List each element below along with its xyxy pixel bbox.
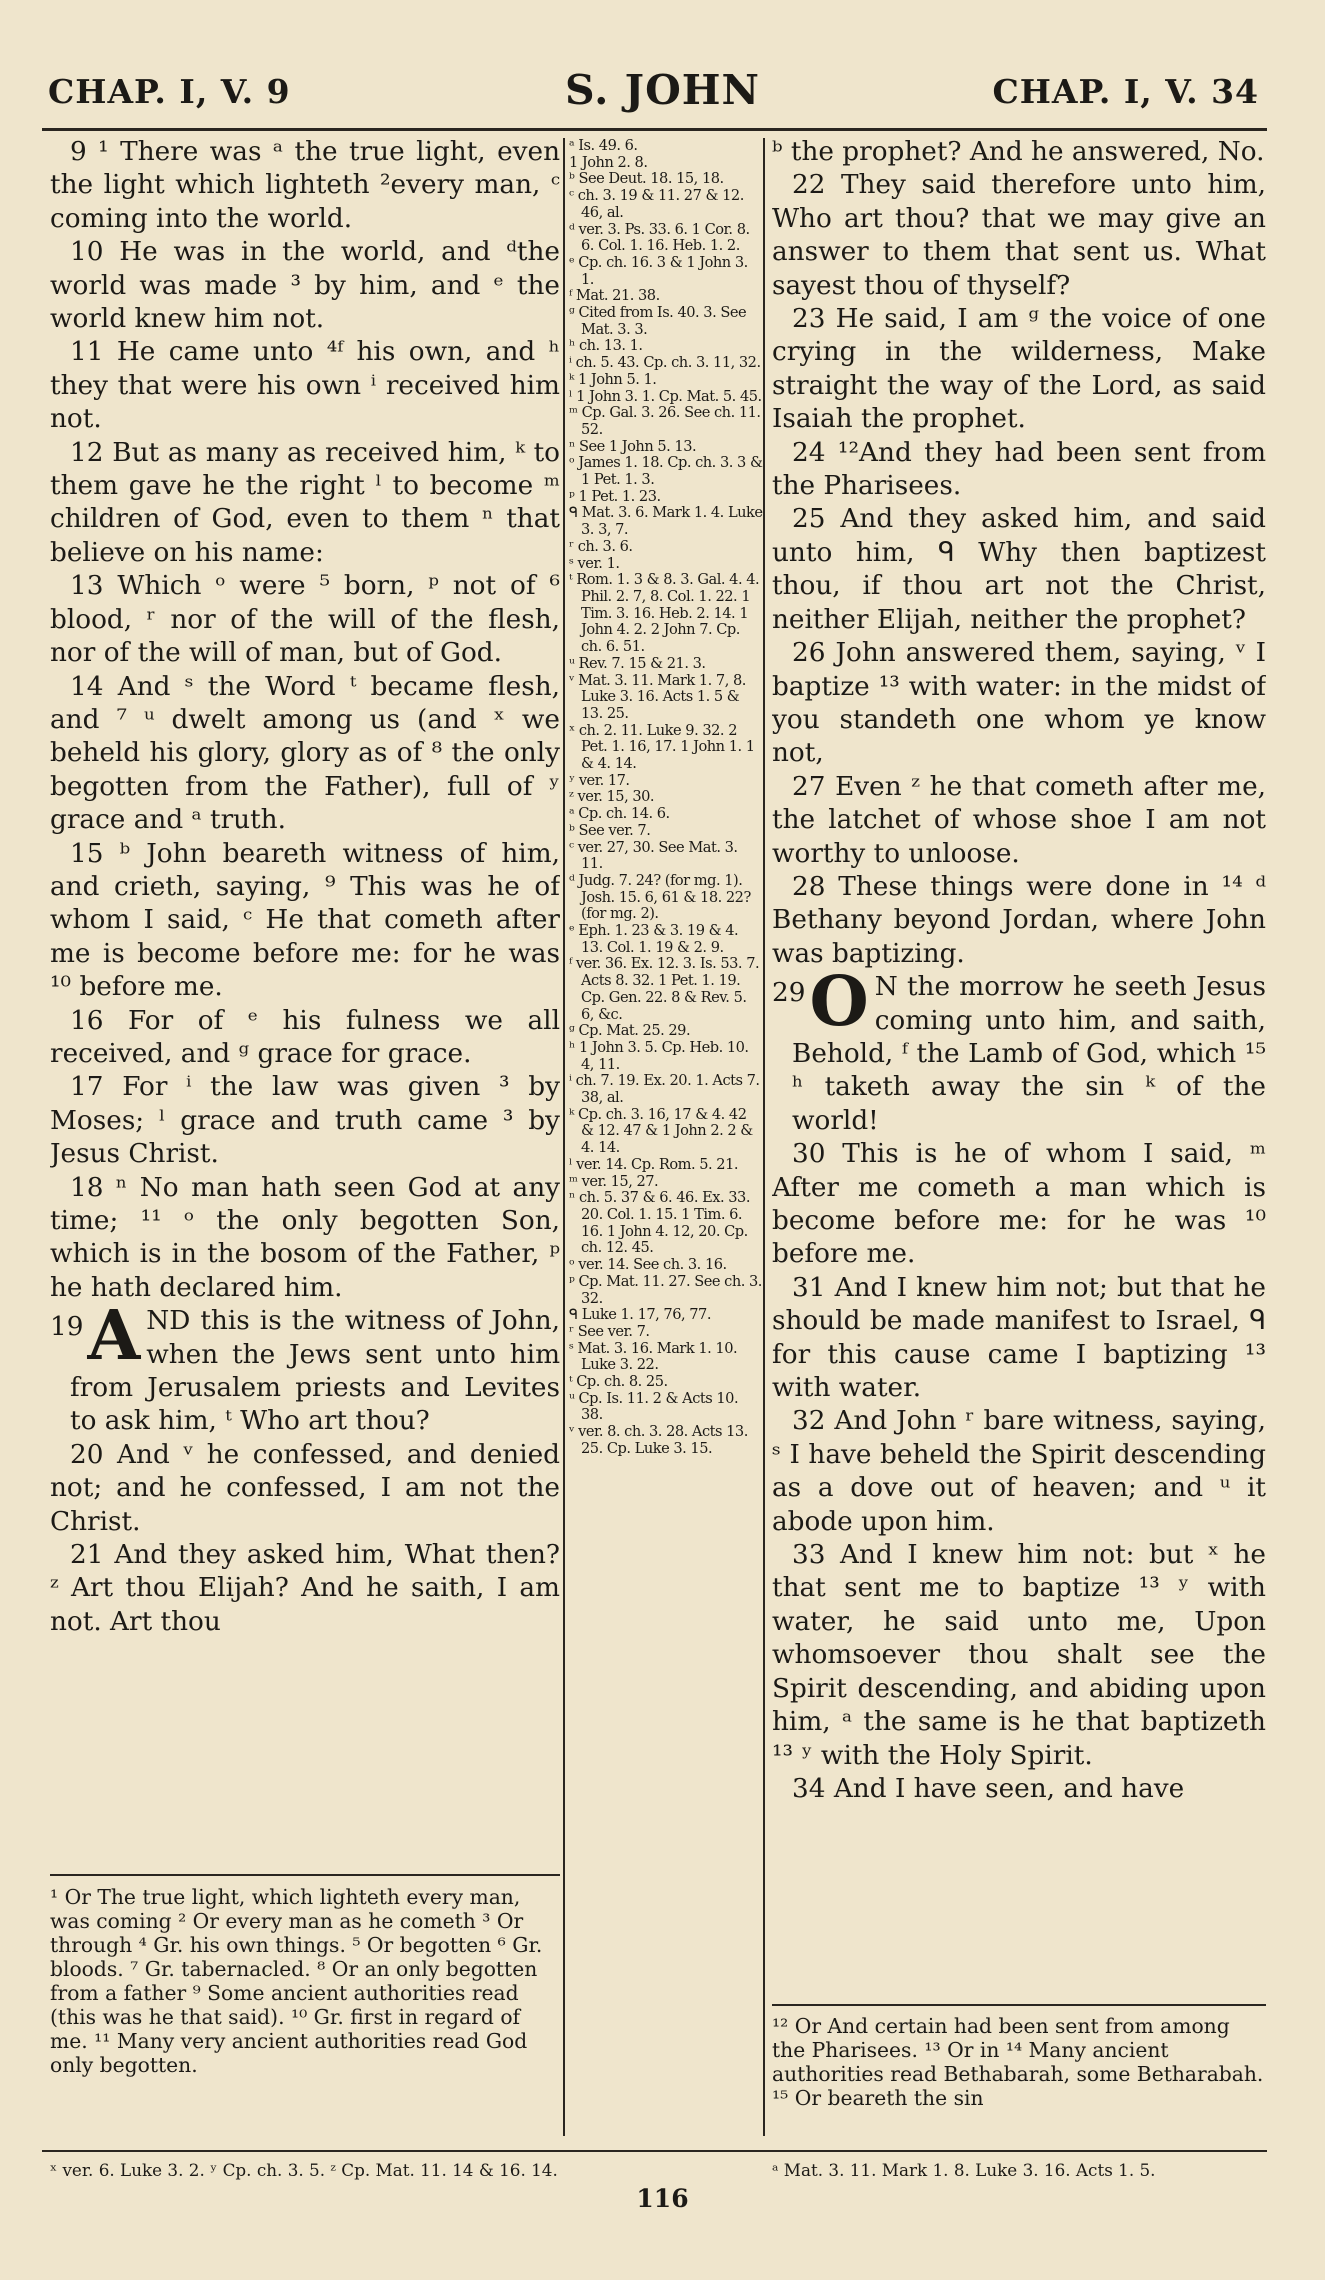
cross-reference: ˢ Mat. 3. 16. Mark 1. 10. Luke 3. 22. <box>569 1339 738 1374</box>
cross-reference: ᶠ ver. 36. Ex. 12. 3. Is. 53. 7. Acts 8. 32. 1 Pet. 1. 19. Cp. Gen. 22. 8 & Rev. 5. 6, &c. <box>569 955 760 1023</box>
verse: 27 Even ᶻ he that cometh after me, the latchet of whose shoe I am not worthy to unloose. <box>772 771 1266 869</box>
cross-reference: ⁱ ch. 7. 19. Ex. 20. 1. Acts 7. 38, al. <box>569 1072 760 1107</box>
verse-text: N the morrow he seeth Jesus coming unto him, and saith, Behold, ᶠ the Lamb of God, which ¹⁵ ʰ taketh away the sin ᵏ of the world! <box>792 972 1266 1136</box>
cross-reference: ᵇ See ver. 7. <box>569 821 651 839</box>
verse: 16 For of ᵉ his fulness we all received, and ᵍ grace for grace. <box>50 1005 560 1069</box>
cross-reference: ᵗ Cp. ch. 8. 25. <box>569 1373 668 1391</box>
cross-reference: ᵃ Is. 49. 6. <box>569 138 638 154</box>
cross-reference: ᵈ ver. 3. Ps. 33. 6. 1 Cor. 8. 6. Col. 1. 16. Heb. 1. 2. <box>569 220 750 255</box>
verse: 15 ᵇ John beareth witness of him, and crieth, saying, ⁹ This was he of whom I said, ᶜ He that cometh after me is become before me: for he was ¹⁰ before me. <box>50 838 560 1003</box>
verse: 13 Which ᵒ were ⁵ born, ᵖ not of ⁶ blood, ʳ nor of the will of the flesh, nor of the will of man, but of God. <box>50 571 560 669</box>
verse: 33 And I knew him not: but ˣ he that sent me to baptize ¹³ ʸ with water, he said unto me, Upon whomsoever thou shalt see the Spirit descending, and abiding upon him, ᵃ the same is he that baptizeth ¹³ ʸ with the Holy Spirit. <box>772 1540 1266 1771</box>
cross-reference: ʰ ch. 13. 1. <box>569 337 643 355</box>
cross-reference: ᑫ Mat. 3. 6. Mark 1. 4. Luke 3. 3, 7. <box>569 504 763 539</box>
cross-reference: ᵐ ver. 15, 27. <box>569 1172 659 1190</box>
text-column-left <box>50 136 560 1856</box>
verse-number: 19 <box>50 1312 84 1343</box>
cross-reference: ᵏ 1 John 5. 1. <box>569 370 657 388</box>
verse: 14 And ˢ the Word ᵗ became flesh, and ⁷ ᵘ dwelt among us (and ˣ we beheld his glory, glory as of ⁸ the only begotten from the Father), full of ʸ grace and ᵃ truth. <box>50 671 560 836</box>
cross-reference: ᵒ ver. 14. See ch. 3. 16. <box>569 1256 727 1274</box>
verse: 10 He was in the world, and ᵈthe world was made ³ by him, and ᵉ the world knew him not. <box>50 237 560 335</box>
cross-reference: ʳ ch. 3. 6. <box>569 537 633 555</box>
cross-reference: ⁿ See 1 John 5. 13. <box>569 437 697 455</box>
cross-reference: 1 John 2. 8. <box>569 153 648 171</box>
cross-reference: ʳ See ver. 7. <box>569 1322 650 1340</box>
cross-reference: ˢ ver. 1. <box>569 554 620 572</box>
cross-reference: ᵘ Cp. Is. 11. 2 & Acts 10. 38. <box>569 1389 739 1424</box>
cross-reference: ᶜ ver. 27, 30. See Mat. 3. 11. <box>569 838 738 873</box>
text-column-right <box>772 136 1266 1936</box>
running-header-title: S. JOHN <box>564 66 761 114</box>
bottom-references-right: ᵃ Mat. 3. 11. Mark 1. 8. Luke 3. 16. Acts 1. 5. <box>772 2160 1156 2180</box>
verse: 31 And I knew him not; but that he should be made manifest to Israel, ᑫ for this cause came I baptizing ¹³ with water. <box>772 1272 1266 1404</box>
cross-reference: ᵇ See Deut. 18. 15, 18. <box>569 170 724 188</box>
verse: 23 He said, I am ᵍ the voice of one crying in the wilderness, Make straight the way of the Lord, as said Isaiah the prophet. <box>772 304 1266 435</box>
verse: 25 And they asked him, and said unto him, ᑫ Why then baptizest thou, if thou art not the Christ, neither Elijah, neither the prophet? <box>772 504 1266 635</box>
cross-reference: ᶻ ver. 15, 30. <box>569 788 655 806</box>
cross-reference: ⁿ ch. 5. 37 & 6. 46. Ex. 33. 20. Col. 1. 15. 1 Tim. 6. 16. 1 John 4. 12, 20. Cp. ch. 12. 45. <box>569 1189 750 1257</box>
column-divider-left <box>563 138 565 2136</box>
cross-reference: ᵗ Rom. 1. 3 & 8. 3. Gal. 4. 4. Phil. 2. 7, 8. Col. 1. 22. 1 Tim. 3. 16. Heb. 2. 14. 1 John 4. 2. 2 John 7. Cp. ch. 6. 51. <box>569 571 760 656</box>
cross-reference: ᵈ Judg. 7. 24? (for mg. 1). Josh. 15. 6, 61 & 18. 22? (for mg. 2). <box>569 871 751 923</box>
footnotes-left: ¹ Or The true light, which lighteth every man, was coming ² Or every man as he cometh ³ Or through ⁴ Gr. his own things. ⁵ Or begotten ⁶ Gr. bloods. ⁷ Gr. tabernacled. ⁸ Or an only begotten from a father ⁹ Some ancient authorities read (this was he that said). ¹⁰ Gr. first in regard of me. ¹¹ Many very ancient authorities read God only begotten. <box>50 1885 543 2077</box>
page-number: 116 <box>636 2184 689 2213</box>
verse-29 <box>772 962 1266 1138</box>
cross-reference: ᵖ 1 Pet. 1. 23. <box>569 487 661 505</box>
verse: 20 And ᵛ he confessed, and denied not; and he confessed, I am not the Christ. <box>50 1439 560 1537</box>
verse: 34 And I have seen, and have <box>792 1773 1185 1804</box>
verse: ᵇ the prophet? And he answered, No. <box>772 137 1265 167</box>
drop-cap: A <box>87 1296 141 1377</box>
verse: 24 ¹²And they had been sent from the Pharisees. <box>772 437 1266 502</box>
verse: 17 For ⁱ the law was given ³ by Moses; ˡ grace and truth came ³ by Jesus Christ. <box>50 1072 560 1170</box>
verse: 32 And John ʳ bare witness, saying, ˢ I have beheld the Spirit descending as a dove out of heaven; and ᵘ it abode upon him. <box>772 1406 1266 1537</box>
verse: 21 And they asked him, What then? ᶻ Art thou Elijah? And he saith, I am not. Art thou <box>50 1540 560 1637</box>
verse: 28 These things were done in ¹⁴ ᵈ Bethany beyond Jordan, where John was baptizing. <box>772 871 1266 969</box>
cross-reference: ᵘ Rev. 7. 15 & 21. 3. <box>569 654 706 672</box>
verse: 18 ⁿ No man hath seen God at any time; ¹¹ ᵒ the only begotten Son, which is in the bosom of the Father, ᵖ he hath declared him. <box>50 1172 560 1303</box>
cross-reference: ᵃ Cp. ch. 14. 6. <box>569 805 670 823</box>
header-rule <box>42 128 1267 131</box>
cross-reference: ᶠ Mat. 21. 38. <box>569 287 660 305</box>
cross-reference: ᵛ Mat. 3. 11. Mark 1. 7, 8. Luke 3. 16. Acts 1. 5 & 13. 25. <box>569 671 746 722</box>
bottom-rule <box>42 2150 1267 2152</box>
verse: 9 ¹ There was ᵃ the true light, even the light which lighteth ²every man, ᶜ coming into the world. <box>50 137 560 234</box>
footnote-rule-left <box>50 1874 560 1876</box>
cross-reference: ᵉ Eph. 1. 23 & 3. 19 & 4. 13. Col. 1. 19 & 2. 9. <box>569 922 739 956</box>
cross-reference: ᶜ ch. 3. 19 & 11. 27 & 12. 46, al. <box>569 187 744 221</box>
column-divider-right <box>763 138 765 2136</box>
cross-reference-column <box>569 138 763 2148</box>
running-header-right: CHAP. I, V. 34 <box>992 72 1259 111</box>
drop-cap: O <box>809 962 869 1043</box>
cross-reference: ᵉ Cp. ch. 16. 3 & 1 John 3. 1. <box>569 253 748 288</box>
cross-reference: ᵖ Cp. Mat. 11. 27. See ch. 3. 32. <box>569 1272 762 1307</box>
cross-reference: ᵒ James 1. 18. Cp. ch. 3. 3 & 1 Pet. 1. 3. <box>569 454 763 489</box>
verse-text: ND this is the witness of John, when the Jews sent unto him from Jerusalem priests and Levites to ask him, ᵗ Who art thou? <box>70 1306 560 1437</box>
cross-reference: ⁱ ch. 5. 43. Cp. ch. 3. 11, 32. <box>569 354 761 372</box>
footnote-rule-right <box>772 2004 1266 2006</box>
verse: 12 But as many as received him, ᵏ to them gave he the right ˡ to become ᵐ children of God, even to them ⁿ that believe on his name: <box>50 437 560 568</box>
verse: 22 They said therefore unto him, Who art thou? that we may give an answer to them that sent us. What sayest thou of thyself? <box>772 170 1266 301</box>
cross-reference: ᑫ Luke 1. 17, 76, 77. <box>569 1306 711 1324</box>
cross-reference: ʸ ver. 17. <box>569 771 630 789</box>
cross-reference: ˡ 1 John 3. 1. Cp. Mat. 5. 45. <box>569 387 762 405</box>
cross-reference: ˣ ch. 2. 11. Luke 9. 32. 2 Pet. 1. 16, 17. 1 John 1. 1 & 4. 14. <box>569 721 755 773</box>
footnotes-right: ¹² Or And certain had been sent from among the Pharisees. ¹³ Or in ¹⁴ Many ancient authorities read Bethabarah, some Betharabah. ¹⁵ Or beareth the sin <box>772 2014 1264 2110</box>
cross-reference: ᵛ ver. 8. ch. 3. 28. Acts 13. 25. Cp. Luke 3. 15. <box>569 1423 748 1457</box>
cross-reference: ᵍ Cited from Is. 40. 3. See Mat. 3. 3. <box>569 304 747 338</box>
verse-19 <box>50 1296 560 1439</box>
cross-reference: ʰ 1 John 3. 5. Cp. Heb. 10. 4, 11. <box>569 1038 749 1073</box>
bottom-references-left: ˣ ver. 6. Luke 3. 2. ʸ Cp. ch. 3. 5. ᶻ Cp. Mat. 11. 14 & 16. 14. <box>50 2160 558 2180</box>
verse: 26 John answered them, saying, ᵛ I baptize ¹³ with water: in the midst of you standeth one whom ye know not, <box>772 638 1266 769</box>
running-header-left: CHAP. I, V. 9 <box>48 72 291 111</box>
verse: 11 He came unto ⁴ᶠ his own, and ʰ they that were his own ⁱ received him not. <box>50 337 560 435</box>
cross-reference: ᵏ Cp. ch. 3. 16, 17 & 4. 42 & 12. 47 & 1 John 2. 2 & 4. 14. <box>569 1105 753 1157</box>
cross-reference: ᵐ Cp. Gal. 3. 26. See ch. 11. 52. <box>569 404 761 438</box>
cross-reference: ᵍ Cp. Mat. 25. 29. <box>569 1022 691 1040</box>
verse-number: 29 <box>772 978 806 1009</box>
cross-reference: ˡ ver. 14. Cp. Rom. 5. 21. <box>569 1155 739 1173</box>
verse: 30 This is he of whom I said, ᵐ After me cometh a man which is become before me: for he was ¹⁰ before me. <box>772 1139 1266 1270</box>
